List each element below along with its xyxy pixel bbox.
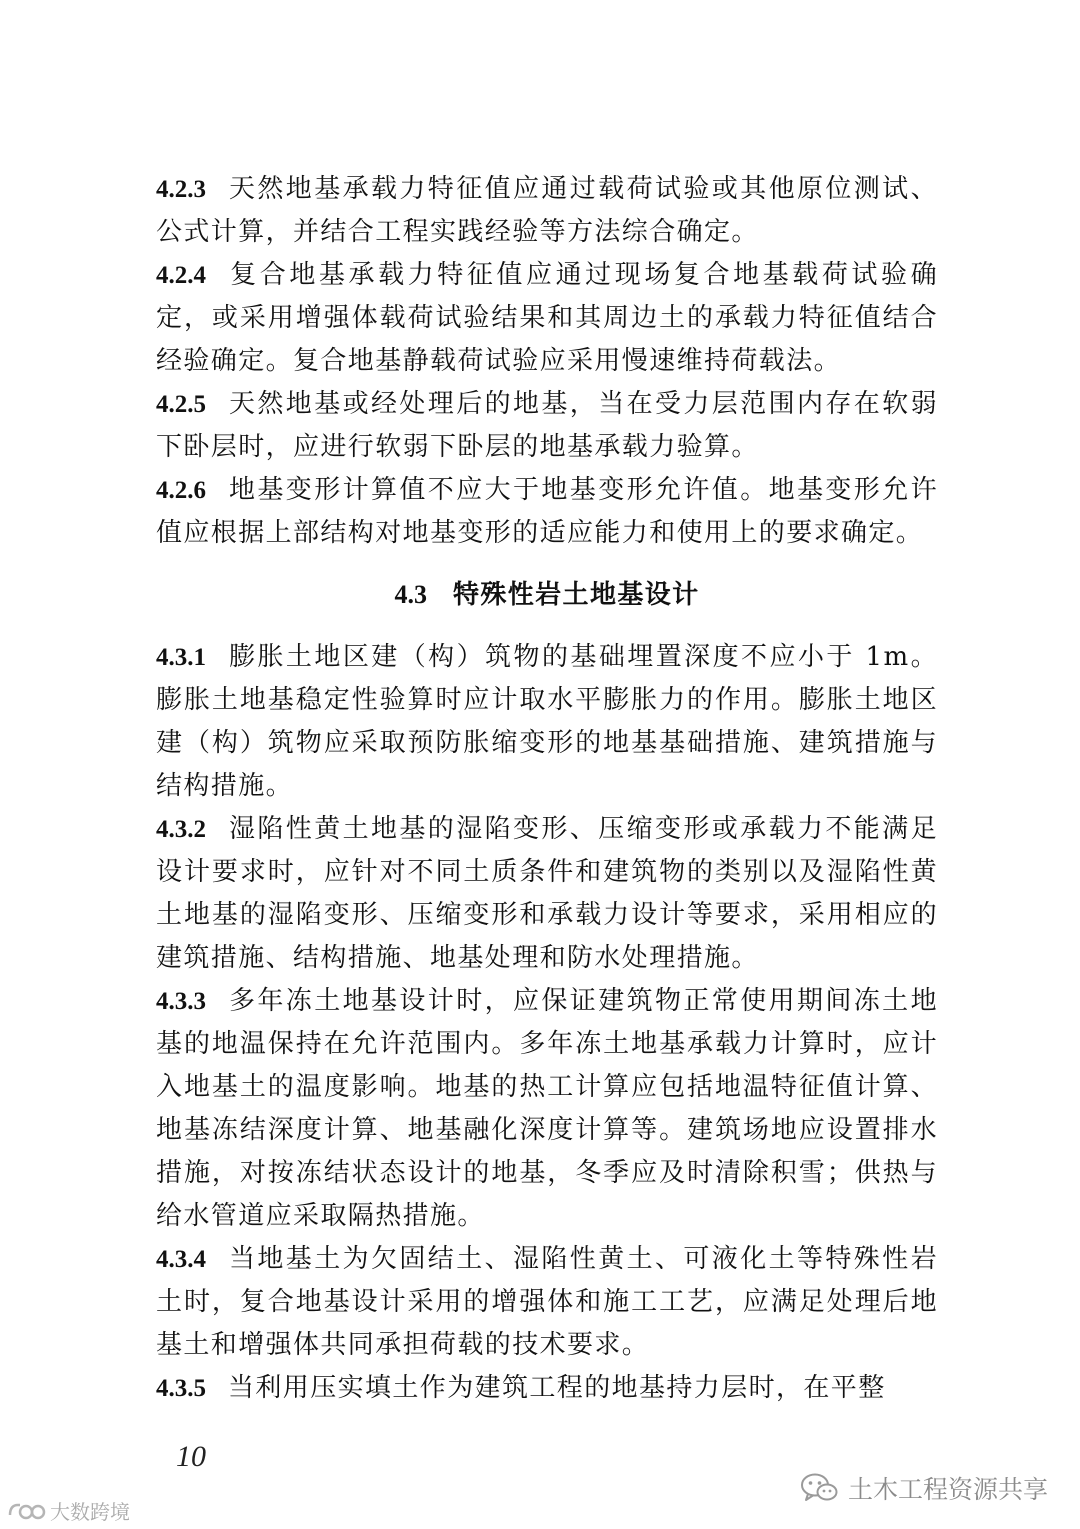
clause-4-3-1 [156,636,938,808]
section-heading [156,571,938,619]
clause-4-3-3 [156,980,938,1238]
watermark-text: 土木工程资源共享 [847,1475,1048,1504]
clause-text: 多年冻土地基设计时，应保证建筑物正常使用期间冻土地基的地温保持在允许范围内。多年冻土地基承载力计算时，应计入地基土的温度影响。地基的热工计算应包括地温特征值计算、地基冻结深度计算、地基融化深度计算等。建筑场地应设置排水措施，对按冻结状态设计的地基，冬季应及时清除积雪；供热与给水管道应采取隔热措施。 [156,986,938,1231]
document-body [156,168,938,1410]
clause-text: 天然地基或经处理后的地基，当在受力层范围内存在软弱下卧层时，应进行软弱下卧层的地基承载力验算。 [156,389,938,462]
clause-4-2-6 [156,469,938,555]
clause-4-3-4 [156,1238,938,1367]
clause-4-2-5 [156,383,938,469]
section-title: 特殊性岩土地基设计 [452,580,700,610]
clause-text: 地基变形计算值不应大于地基变形允许值。地基变形允许值应根据上部结构对地基变形的适应能力和使用上的要求确定。 [156,475,938,548]
watermark-brand [6,1496,130,1525]
clause-text: 膨胀土地区建（构）筑物的基础埋置深度不应小于 1m。膨胀土地基稳定性验算时应计取水平膨胀力的作用。膨胀土地区建（构）筑物应采取预防胀缩变形的地基基础措施、建筑措施与结构措施。 [156,642,938,801]
clause-4-3-2 [156,808,938,980]
page-number: 10 [176,1440,206,1473]
clause-text: 当地基土为欠固结土、湿陷性黄土、可液化土等特殊性岩土时，复合地基设计采用的增强体和施工工艺，应满足处理后地基土和增强体共同承担荷载的技术要求。 [156,1244,938,1360]
section-number: 4.3 [394,580,427,609]
watermark-text: 大数跨境 [50,1500,130,1524]
clause-number: 4.3.4 [156,1246,206,1273]
clause-text: 复合地基承载力特征值应通过现场复合地基载荷试验确定，或采用增强体载荷试验结果和其周边土的承载力特征值结合经验确定。复合地基静载荷试验应采用慢速维持荷载法。 [156,260,938,376]
clause-number: 4.2.3 [156,176,206,203]
clause-4-2-3 [156,168,938,254]
clause-number: 4.2.6 [156,477,206,504]
clause-4-2-4 [156,254,938,383]
clause-4-3-5 [156,1367,938,1410]
clause-text: 天然地基承载力特征值应通过载荷试验或其他原位测试、公式计算，并结合工程实践经验等方法综合确定。 [156,174,938,247]
clause-number: 4.3.3 [156,988,206,1015]
wechat-icon [800,1472,838,1504]
clause-number: 4.2.4 [156,262,206,289]
clause-number: 4.3.2 [156,816,206,843]
clause-number: 4.3.5 [156,1375,206,1402]
logo-icon [6,1499,46,1523]
clause-number: 4.3.1 [156,644,206,671]
watermark-wechat [800,1470,1048,1506]
clause-number: 4.2.5 [156,391,206,418]
clause-text: 湿陷性黄土地基的湿陷变形、压缩变形或承载力不能满足设计要求时，应针对不同土质条件和建筑物的类别以及湿陷性黄土地基的湿陷变形、压缩变形和承载力设计等要求，采用相应的建筑措施、结构措施、地基处理和防水处理措施。 [156,814,938,973]
clause-text: 当利用压实填土作为建筑工程的地基持力层时，在平整 [228,1373,886,1403]
